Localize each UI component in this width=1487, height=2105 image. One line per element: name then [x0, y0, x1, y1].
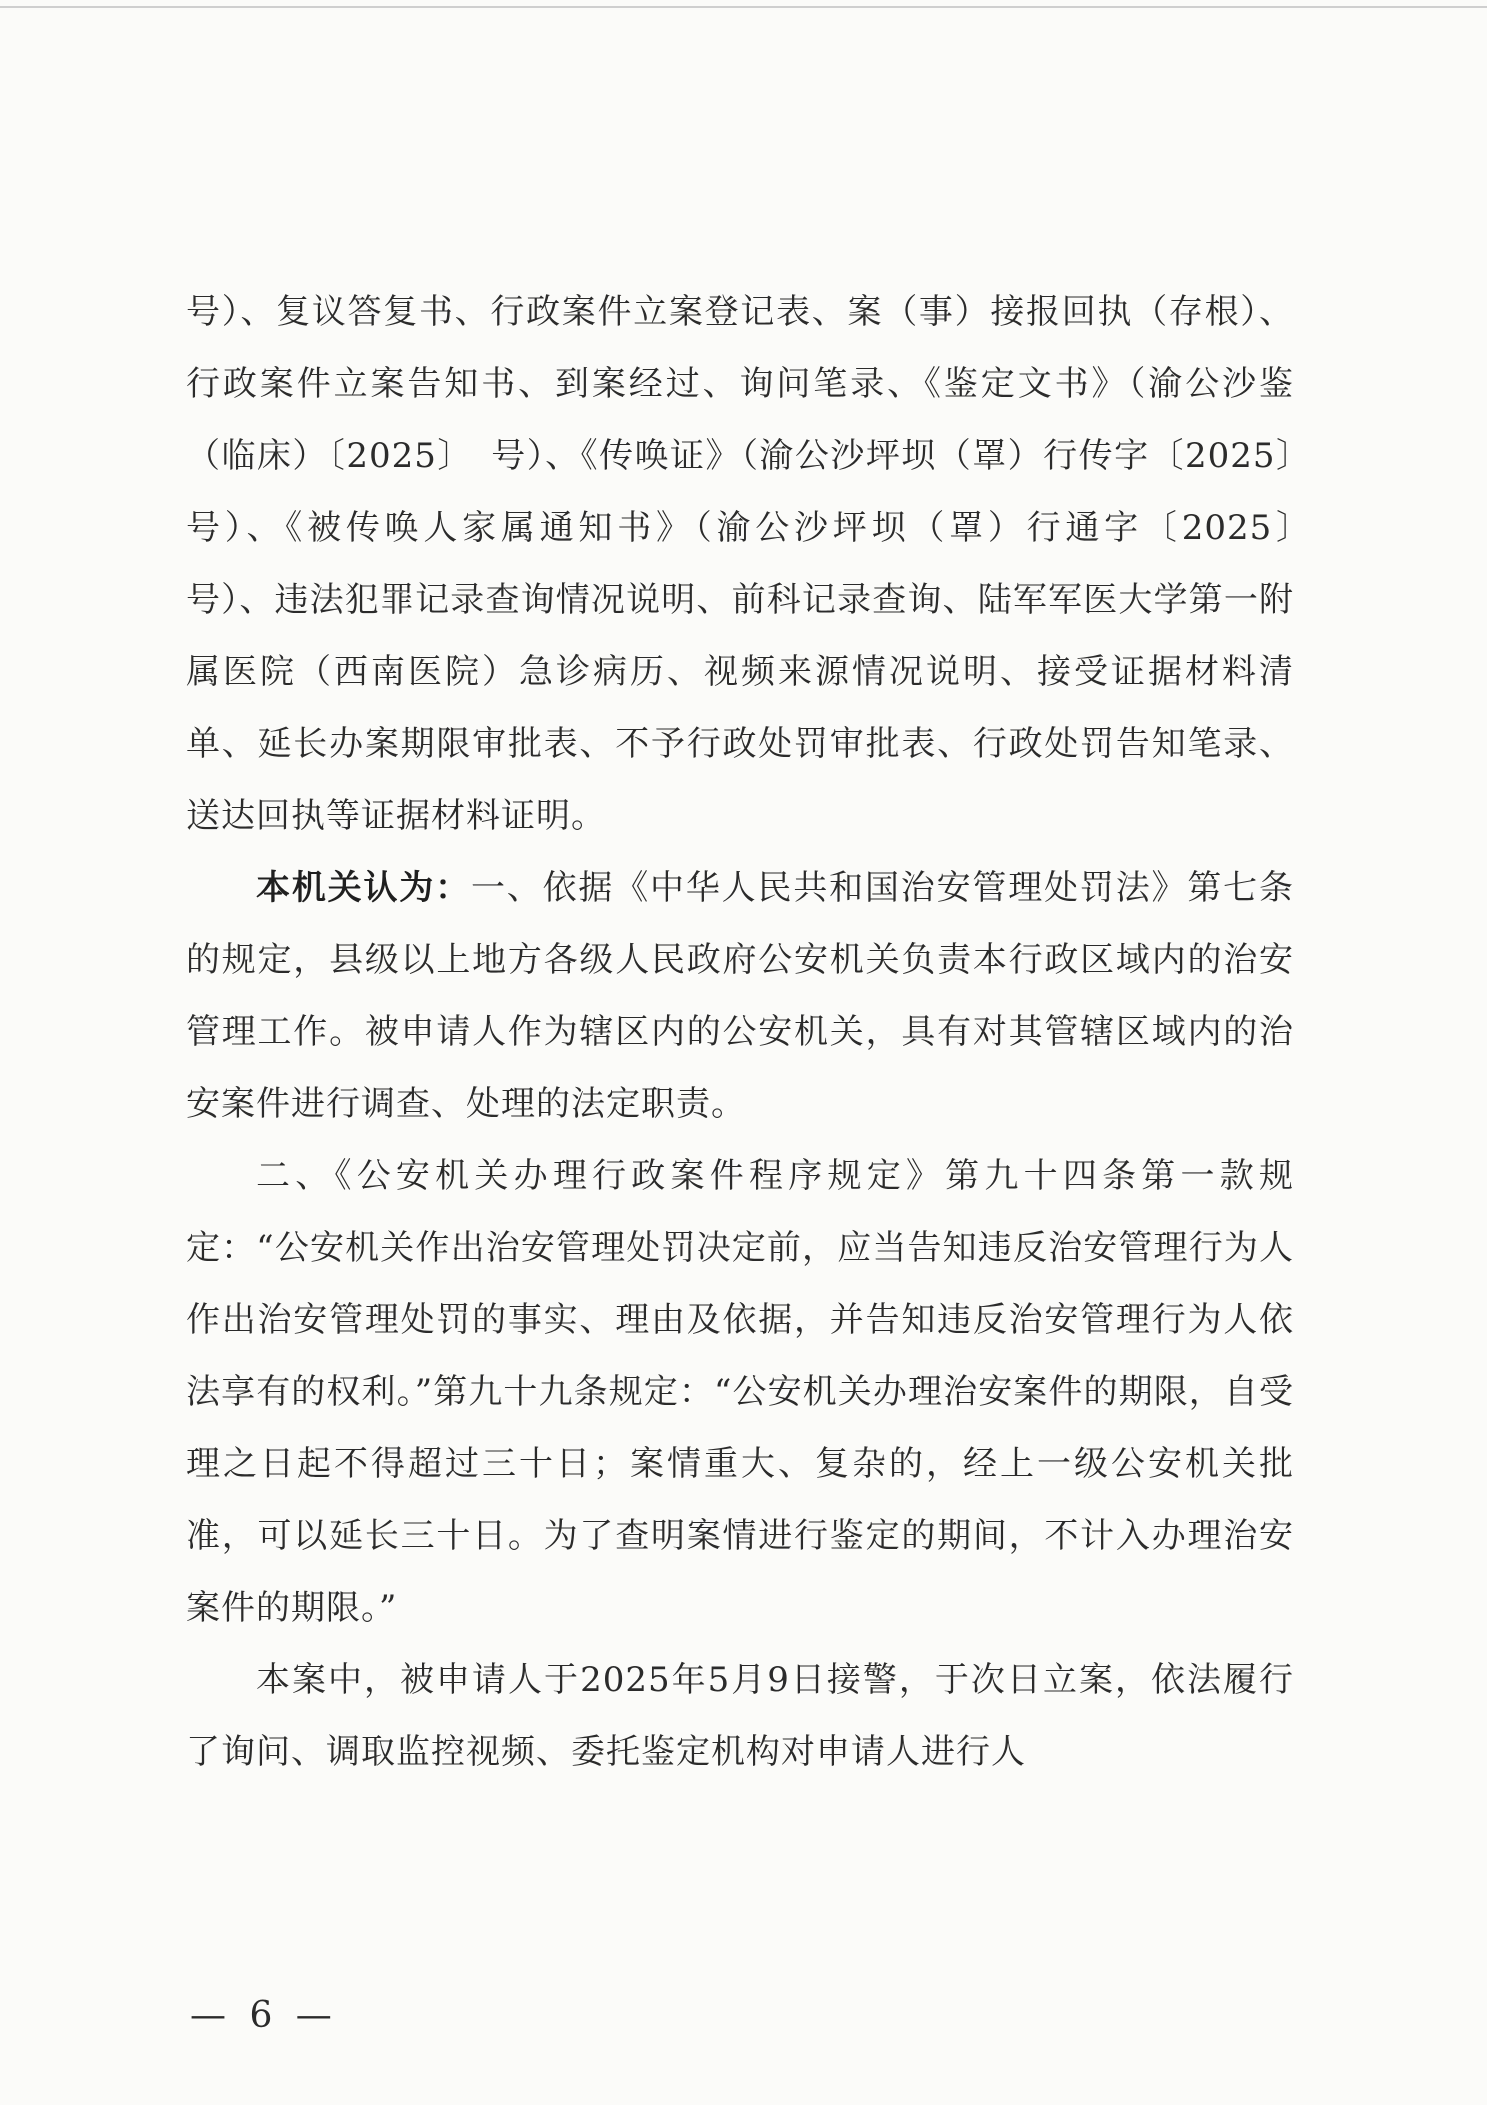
paragraph-text: 一、依据《中华人民共和国治安管理处罚法》第七条的规定，县级以上地方各级人民政府公安机关负责本行政区域内的治安管理工作。被申请人作为辖区内的公安机关，具有对其管辖区域内的治安案件进行调查、处理的法定职责。	[186, 868, 1295, 1124]
paragraph-agency-opinion	[186, 852, 1294, 1140]
paragraph-case-facts	[186, 1644, 1294, 1788]
paragraph-lead: 本机关认为：	[256, 868, 471, 908]
paragraph-text: 二、《公安机关办理行政案件程序规定》第九十四条第一款规定：“公安机关作出治安管理处罚决定前，应当告知违反治安管理行为人作出治安管理处罚的事实、理由及依据，并告知违反治安管理行为人依法享有的权利。”第九十九条规定：“公安机关办理治安案件的期限，自受理之日起不得超过三十日；案情重大、复杂的，经上一级公安机关批准，可以延长三十日。为了查明案情进行鉴定的期间，不计入办理治安案件的期限。”	[186, 1156, 1294, 1628]
paragraph-evidence-list	[186, 276, 1329, 852]
document-body	[186, 276, 1329, 1788]
page-number: — 6 —	[190, 1995, 338, 2036]
top-border-line	[0, 6, 1487, 8]
paragraph-regulation	[186, 1140, 1294, 1644]
paragraph-text: 本案中，被申请人于2025年5月9日接警，于次日立案，依法履行了询问、调取监控视频、委托鉴定机构对申请人进行人	[186, 1660, 1294, 1772]
paragraph-text: 号）、复议答复书、行政案件立案登记表、案（事）接报回执（存根）、行政案件立案告知书、到案经过、询问笔录、《鉴定文书》（渝公沙鉴（临床）〔2025〕 号）、《传唤证》（渝公沙坪坝（罩）行传字〔2025〕 号）、《被传唤人家属通知书》（渝公沙坪坝（罩）行通字〔2025〕 号）、违法犯罪记录查询情况说明、前科记录查询、陆军军医大学第一附属医院（西南医院）急诊病历、视频来源情况说明、接受证据材料清单、延长办案期限审批表、不予行政处罚审批表、行政处罚告知笔录、送达回执等证据材料证明。	[186, 292, 1329, 836]
